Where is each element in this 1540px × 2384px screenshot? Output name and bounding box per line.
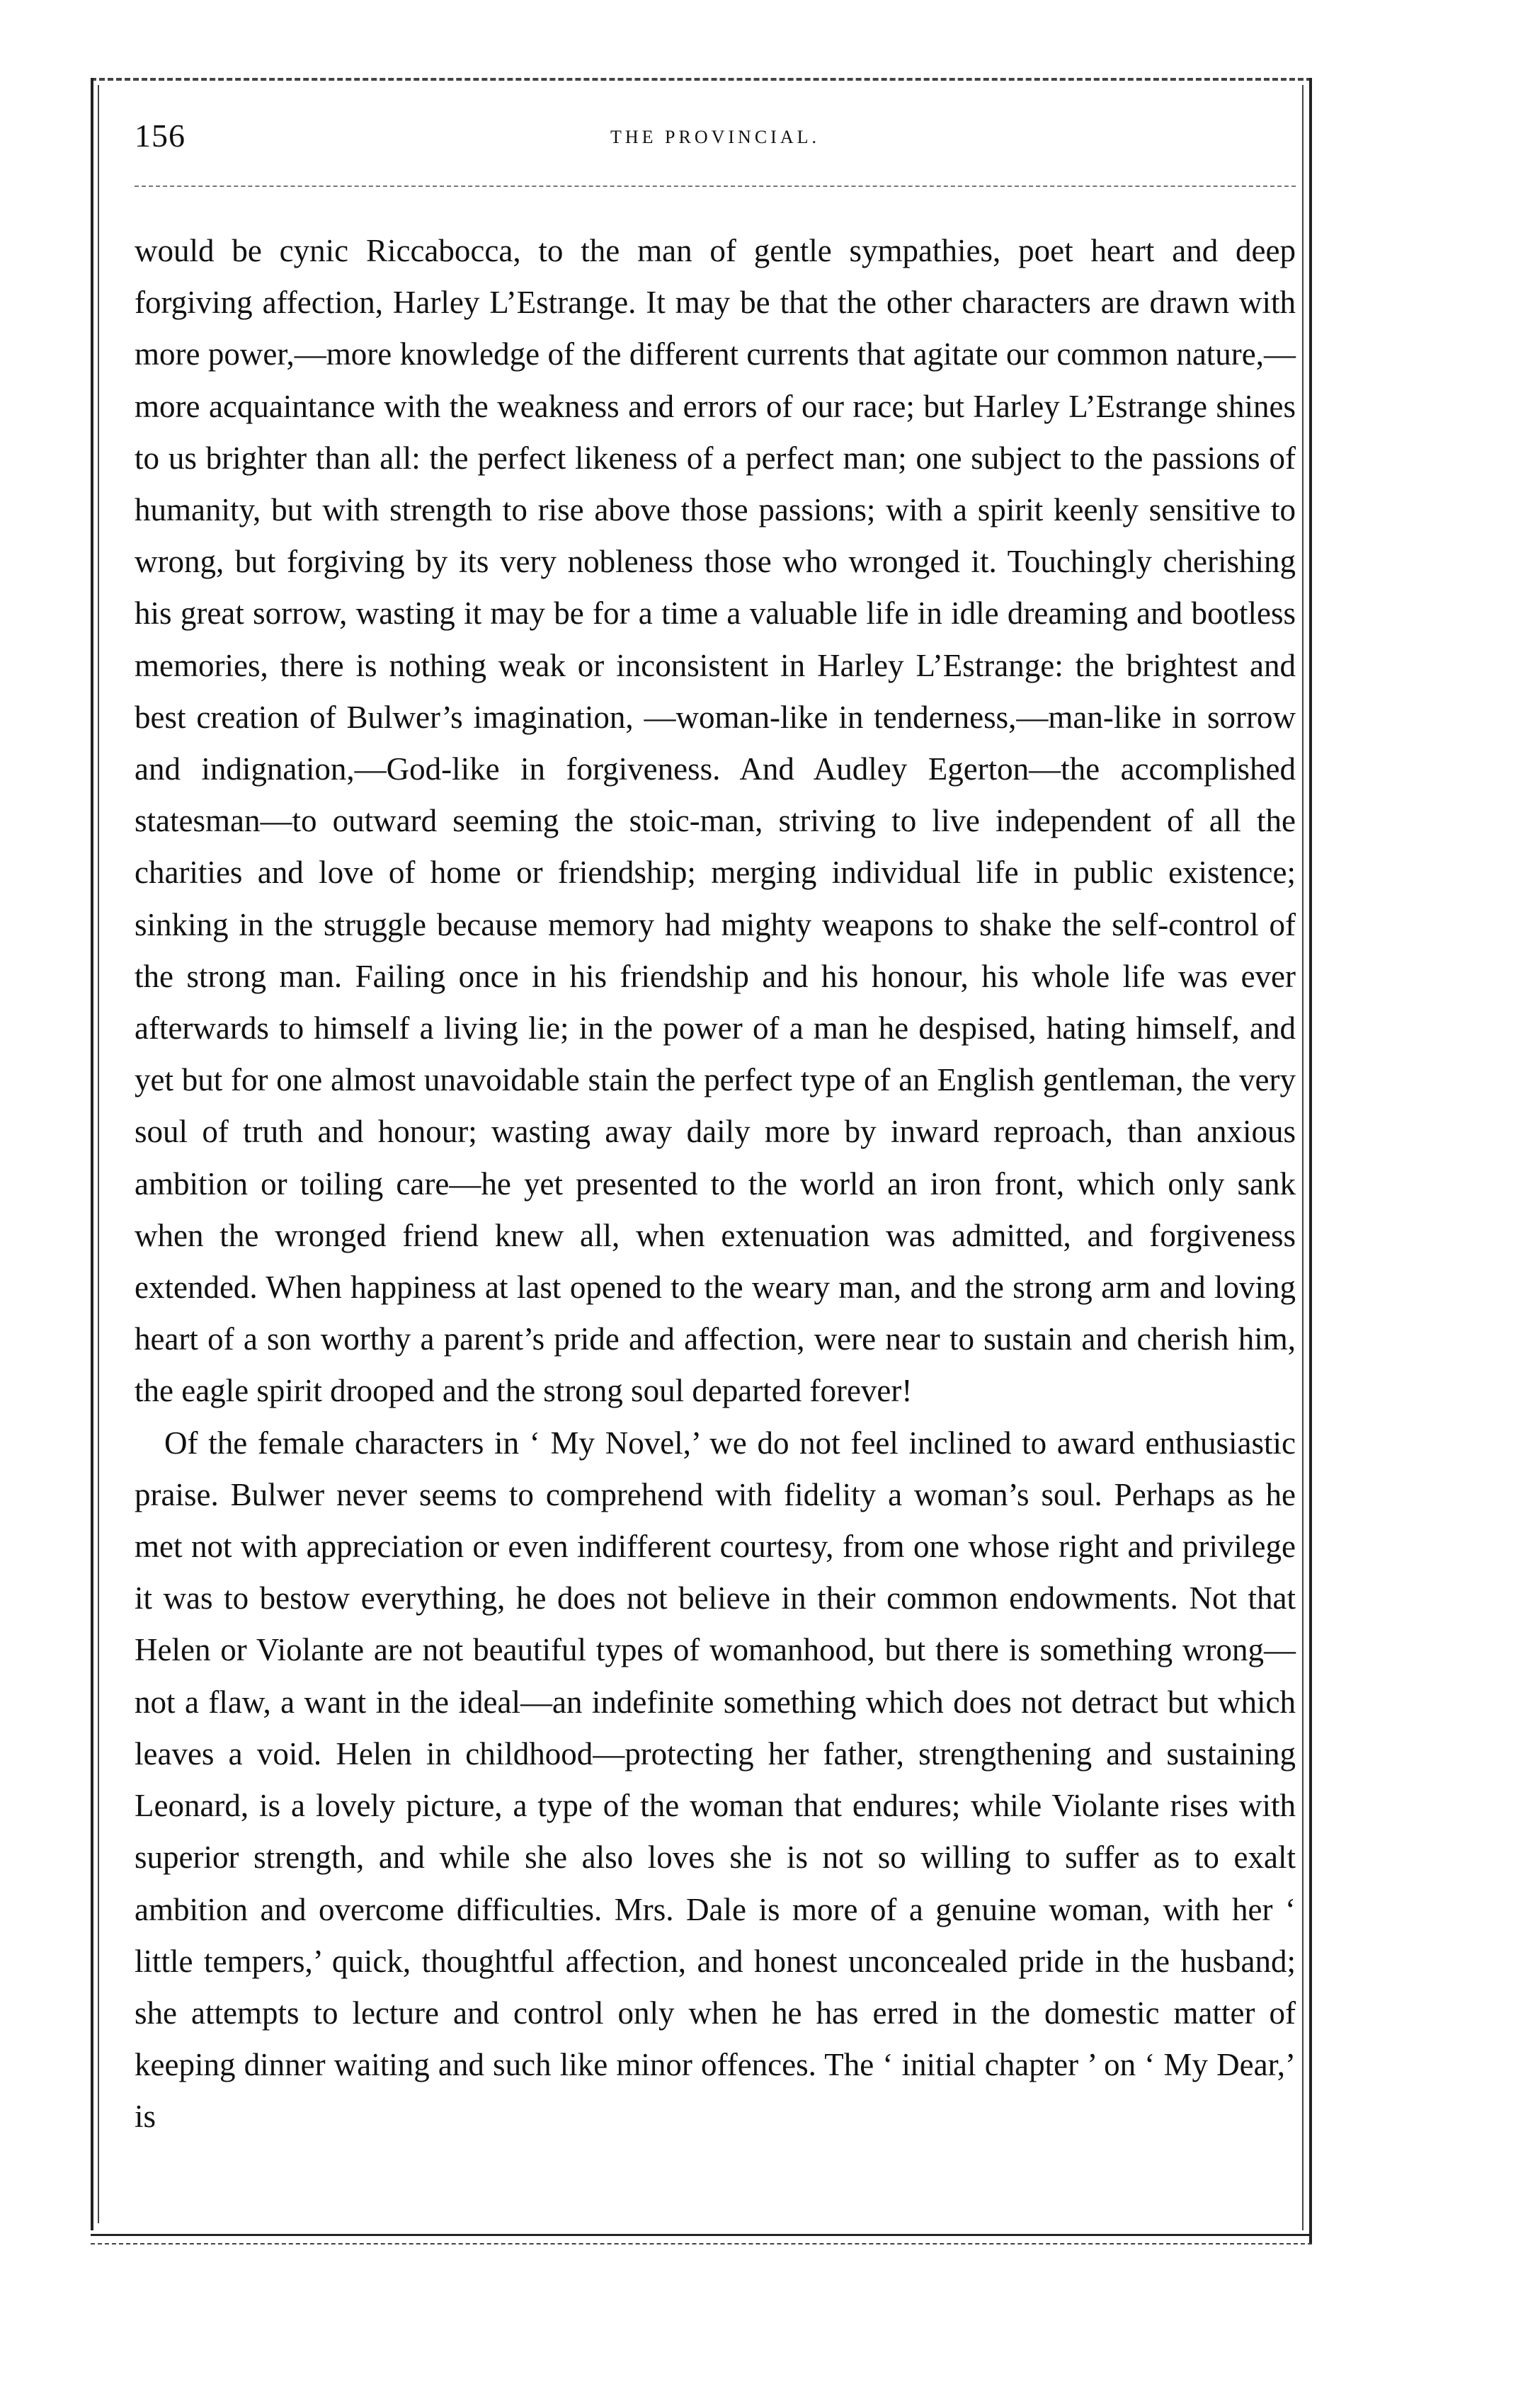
header-rule — [135, 186, 1296, 187]
body-text — [135, 225, 1296, 2143]
border-bottom — [91, 2234, 1312, 2236]
page-number: 156 — [135, 118, 186, 154]
paragraph-1: would be cynic Riccabocca, to the man of gentle sympathies, poet heart and deep forgiving affection, Harley L’Estrange. It may be that the other characters are drawn with more power,—more knowledge of the different currents that agitate our common nature,—more acquaintance with the weakness and errors of our race; but Harley L’Estrange shines to us brighter than all: the perfect likeness of a perfect man; one subject to the passions of humanity, but with strength to rise above those passions; with a spirit keenly sensitive to wrong, but forgiving by its very nobleness those who wronged it. Touchingly cherishing his great sorrow, wasting it may be for a time a valuable life in idle dreaming and bootless memories, there is nothing weak or inconsistent in Harley L’Estrange: the brightest and best creation of Bulwer’s imagination, —woman-like in tenderness,—man-like in sorrow and indignation,—God-like in forgiveness. And Audley Egerton—the accomplished statesman—to outward seeming the stoic-man, striving to live independent of all the charities and love of home or friendship; merging individual life in public existence; sinking in the struggle because memory had mighty weapons to shake the self-control of the strong man. Failing once in his friendship and his honour, his whole life was ever afterwards to himself a living lie; in the power of a man he despised, hating himself, and yet but for one almost unavoidable stain the perfect type of an English gentleman, the very soul of truth and honour; wasting away daily more by inward reproach, than anxious ambition or toiling care—he yet presented to the world an iron front, which only sank when the wronged friend knew all, when extenuation was admitted, and forgiveness extended. When happiness at last opened to the weary man, and the strong arm and loving heart of a son worthy a parent’s pride and affection, were near to sustain and cherish him, the eagle spirit drooped and the strong soul departed forever! — [135, 233, 1296, 1409]
page-header — [135, 117, 1296, 166]
paragraph-2: Of the female characters in ‘ My Novel,’ we do not feel inclined to award enthusiastic praise. Bulwer never seems to comprehend with fidelity a woman’s soul. Perhaps as he met not with appreciation or even indifferent courtesy, from one whose right and privilege it was to bestow everything, he does not believe in their common endowments. Not that Helen or Violante are not beautiful types of womanhood, but there is something wrong—not a flaw, a want in the ideal—an indefinite something which does not detract but which leaves a void. Helen in childhood—protecting her father, strengthening and sustaining Leonard, is a lovely picture, a type of the woman that endures; while Violante rises with superior strength, and while she also loves she is not so willing to suffer as to exalt ambition and overcome difficulties. Mrs. Dale is more of a genuine woman, with her ‘ little tempers,’ quick, thoughtful affection, and honest unconcealed pride in the husband; she attempts to lecture and control only when he has erred in the domestic matter of keeping dinner waiting and such like minor offences. The ‘ initial chapter ’ on ‘ My Dear,’ is — [135, 1425, 1296, 2135]
border-right-inner — [1302, 85, 1304, 2230]
running-head: THE PROVINCIAL. — [610, 127, 820, 147]
border-right — [1309, 78, 1312, 2245]
border-bottom-outer — [91, 2243, 1312, 2245]
border-left — [91, 78, 93, 2230]
border-left-inner — [98, 85, 99, 2223]
border-top — [91, 78, 1312, 81]
